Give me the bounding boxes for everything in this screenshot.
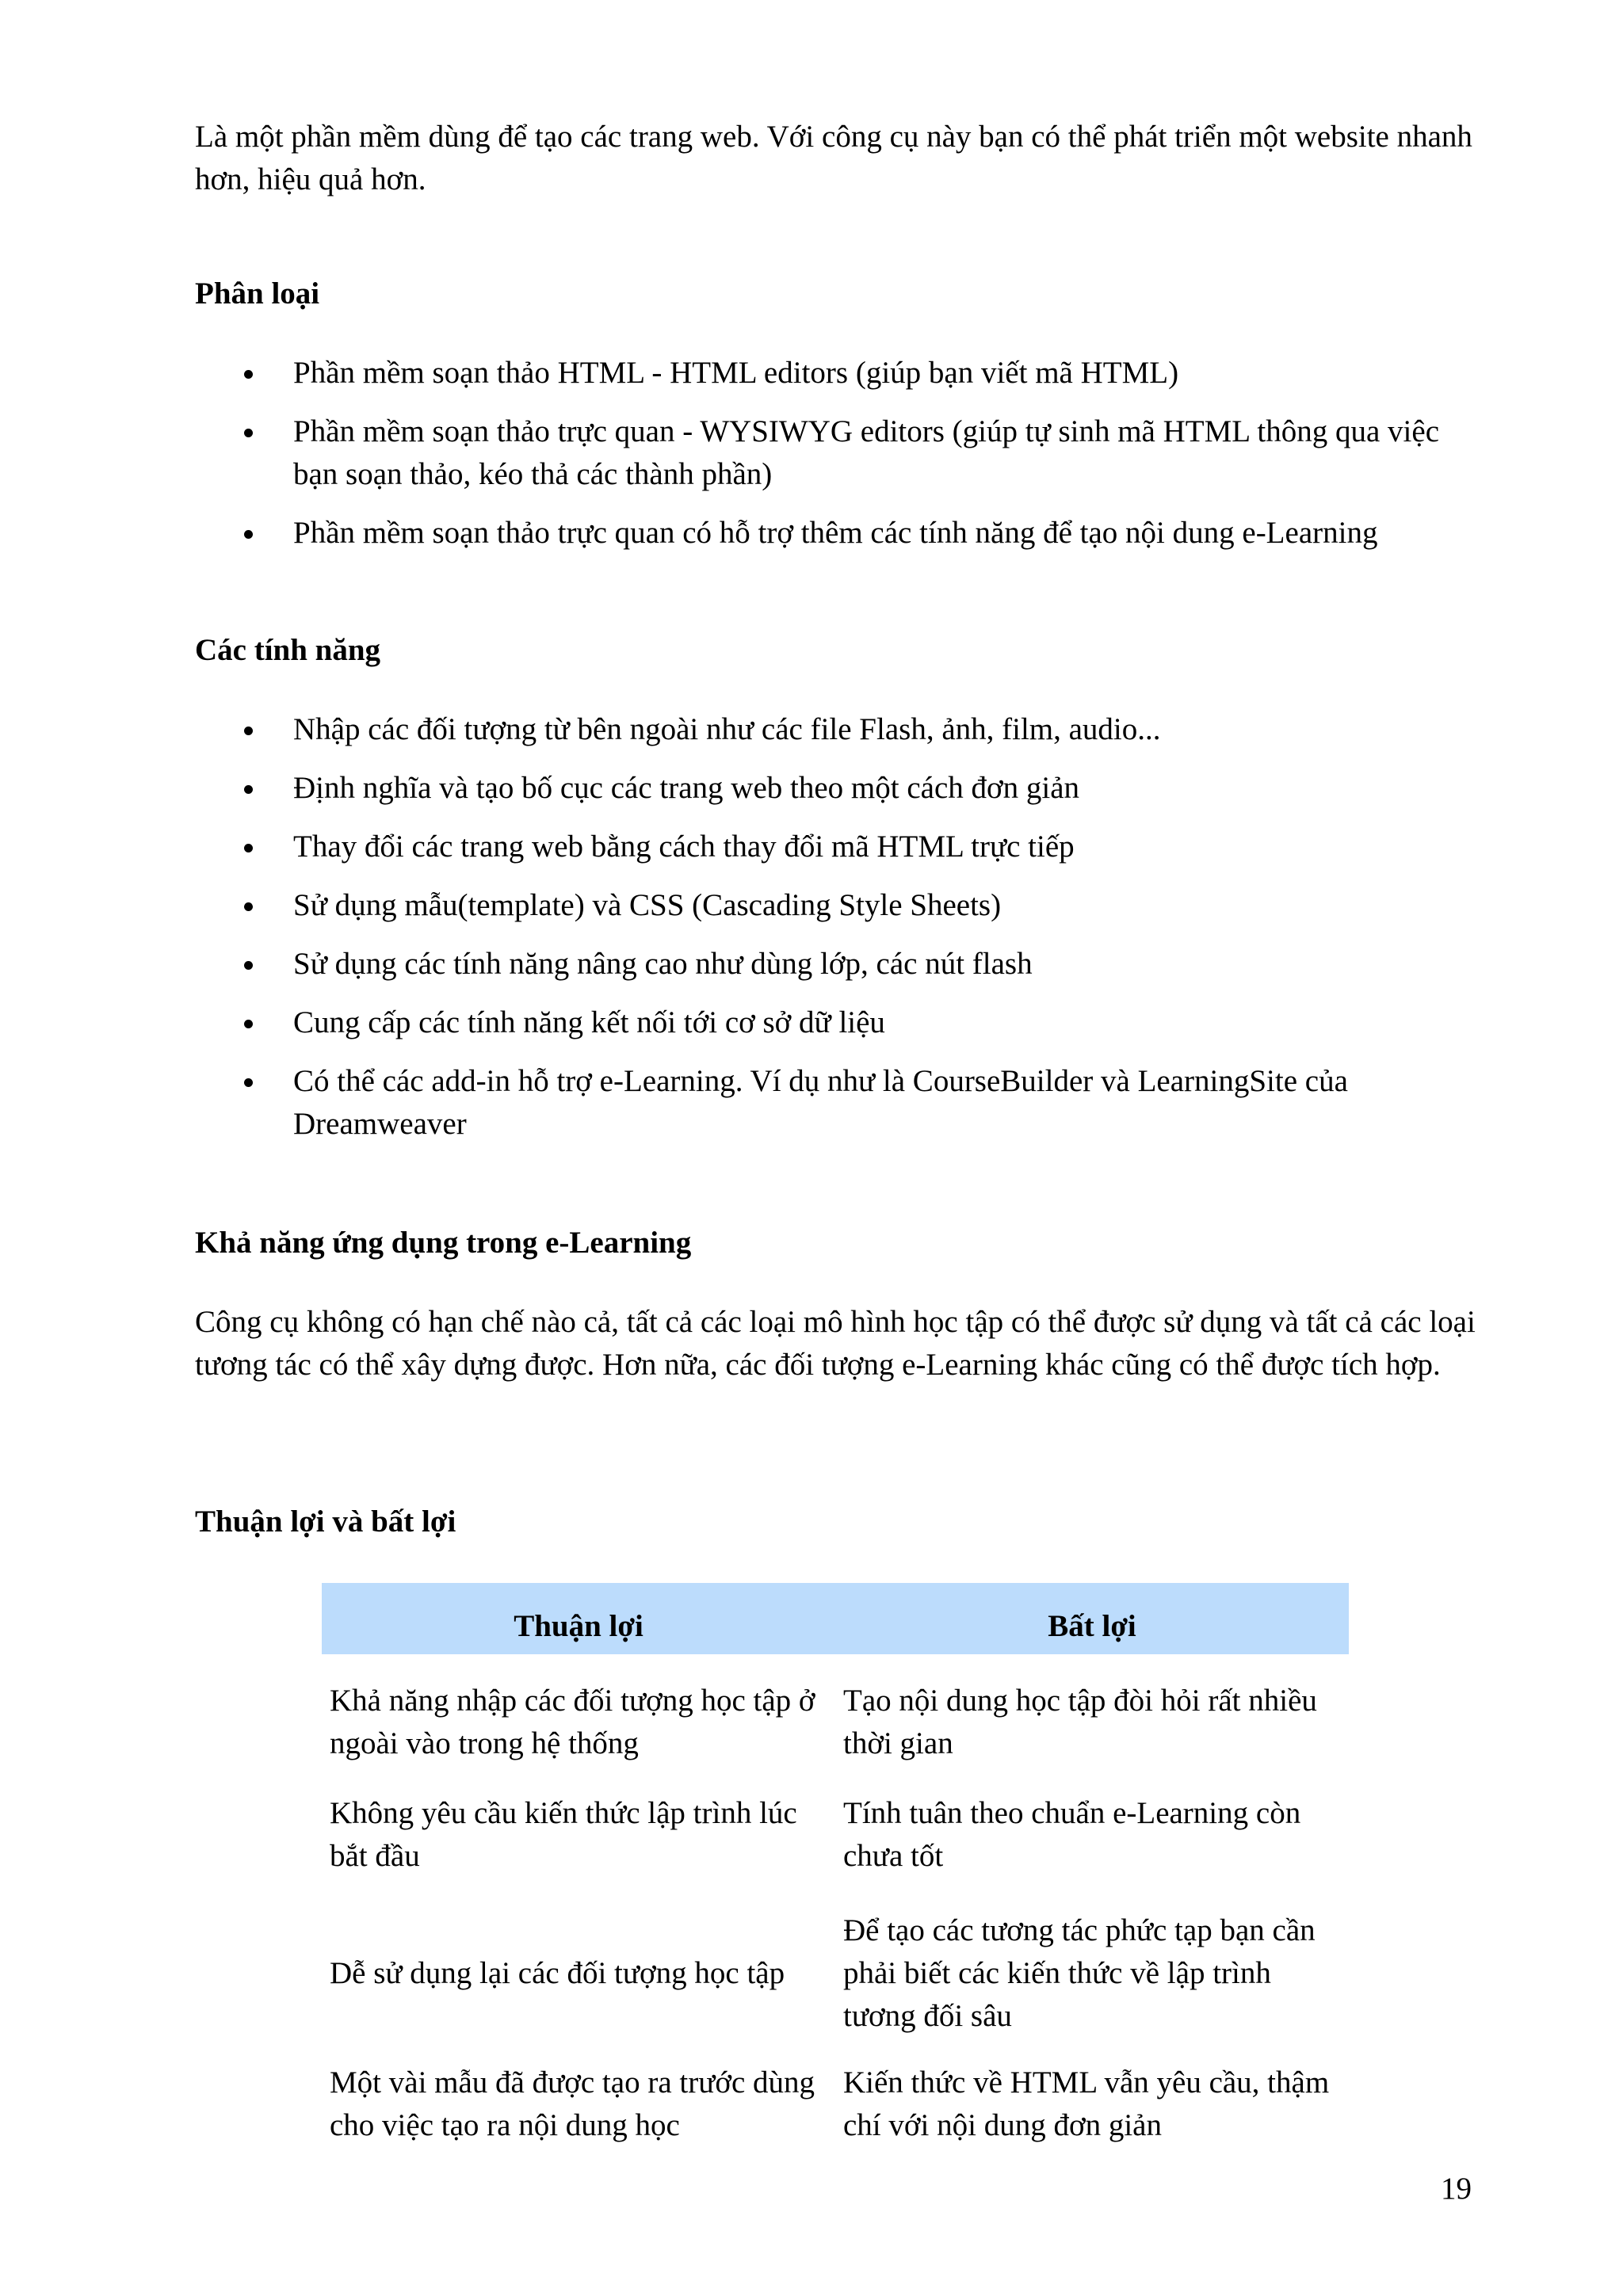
features-list — [195, 708, 1479, 1146]
bullet-icon — [244, 1078, 253, 1087]
list-item: Sử dụng các tính năng nâng cao như dùng lớp, các nút flash — [195, 943, 1479, 986]
table-row — [322, 1792, 1349, 1878]
applicability-paragraph: Công cụ không có hạn chế nào cả, tất cả các loại mô hình học tập có thể được sử dụng và tất cả các loại tương tác có thể xây dựng được. Hơn nữa, các đối tượng e-Learning khác cũng có thể được tích hợp. — [195, 1305, 1476, 1382]
bullet-icon — [244, 530, 253, 539]
table-cell: Một vài mẫu đã được tạo ra trước dùng cho việc tạo ra nội dung học — [330, 2065, 815, 2142]
heading-pros-cons: Thuận lợi và bất lợi — [195, 1505, 456, 1539]
list-item: Phần mềm soạn thảo trực quan - WYSIWYG editors (giúp tự sinh mã HTML thông qua việc bạn soạn thảo, kéo thả các thành phần) — [195, 410, 1479, 496]
heading-applicability: Khả năng ứng dụng trong e-Learning — [195, 1226, 692, 1260]
table-row — [322, 1909, 1349, 2038]
heading-features: Các tính năng — [195, 633, 381, 667]
bullet-icon — [244, 902, 253, 911]
list-item: Phần mềm soạn thảo trực quan có hỗ trợ thêm các tính năng để tạo nội dung e-Learning — [195, 512, 1479, 555]
bullet-icon — [244, 1020, 253, 1028]
table-cell: Dễ sử dụng lại các đối tượng học tập — [330, 1956, 785, 1990]
list-item: Thay đổi các trang web bằng cách thay đổi mã HTML trực tiếp — [195, 826, 1479, 868]
table-row — [322, 2061, 1349, 2147]
column-header-cons: Bất lợi — [1048, 1608, 1136, 1643]
list-item: Phần mềm soạn thảo HTML - HTML editors (giúp bạn viết mã HTML) — [195, 352, 1479, 395]
table-cell: Không yêu cầu kiến thức lập trình lúc bắt đầu — [330, 1796, 797, 1873]
table-header — [322, 1583, 1349, 1654]
table-cell: Để tạo các tương tác phức tạp bạn cần phải biết các kiến thức về lập trình tương đối sâu — [843, 1913, 1316, 2033]
list-item: Cung cấp các tính năng kết nối tới cơ sở dữ liệu — [195, 1001, 1479, 1044]
bullet-icon — [244, 370, 253, 379]
bullet-icon — [244, 429, 253, 437]
list-item: Sử dụng mẫu(template) và CSS (Cascading Style Sheets) — [195, 884, 1479, 927]
table-cell: Tạo nội dung học tập đòi hỏi rất nhiều thời gian — [843, 1684, 1317, 1760]
intro-paragraph: Là một phần mềm dùng để tạo các trang web. Với công cụ này bạn có thể phát triển một website nhanh hơn, hiệu quả hơn. — [195, 120, 1472, 196]
bullet-icon — [244, 727, 253, 735]
table-row — [322, 1680, 1349, 1765]
list-item: Nhập các đối tượng từ bên ngoài như các file Flash, ảnh, film, audio... — [195, 708, 1479, 751]
heading-classification: Phân loại — [195, 277, 320, 311]
table-cell: Tính tuân theo chuẩn e-Learning còn chưa tốt — [843, 1796, 1301, 1873]
list-item: Định nghĩa và tạo bố cục các trang web theo một cách đơn giản — [195, 767, 1479, 810]
classification-list — [195, 352, 1479, 555]
table-cell: Kiến thức về HTML vẫn yêu cầu, thậm chí với nội dung đơn giản — [843, 2065, 1330, 2142]
bullet-icon — [244, 785, 253, 794]
bullet-icon — [244, 844, 253, 852]
list-item: Có thể các add-in hỗ trợ e-Learning. Ví dụ như là CourseBuilder và LearningSite của Dreamweaver — [195, 1060, 1479, 1146]
bullet-icon — [244, 961, 253, 970]
pros-cons-table — [322, 1583, 1349, 2147]
page-number: 19 — [1441, 2172, 1472, 2206]
table-cell: Khả năng nhập các đối tượng học tập ở ngoài vào trong hệ thống — [330, 1684, 815, 1760]
column-header-pros: Thuận lợi — [514, 1608, 643, 1643]
